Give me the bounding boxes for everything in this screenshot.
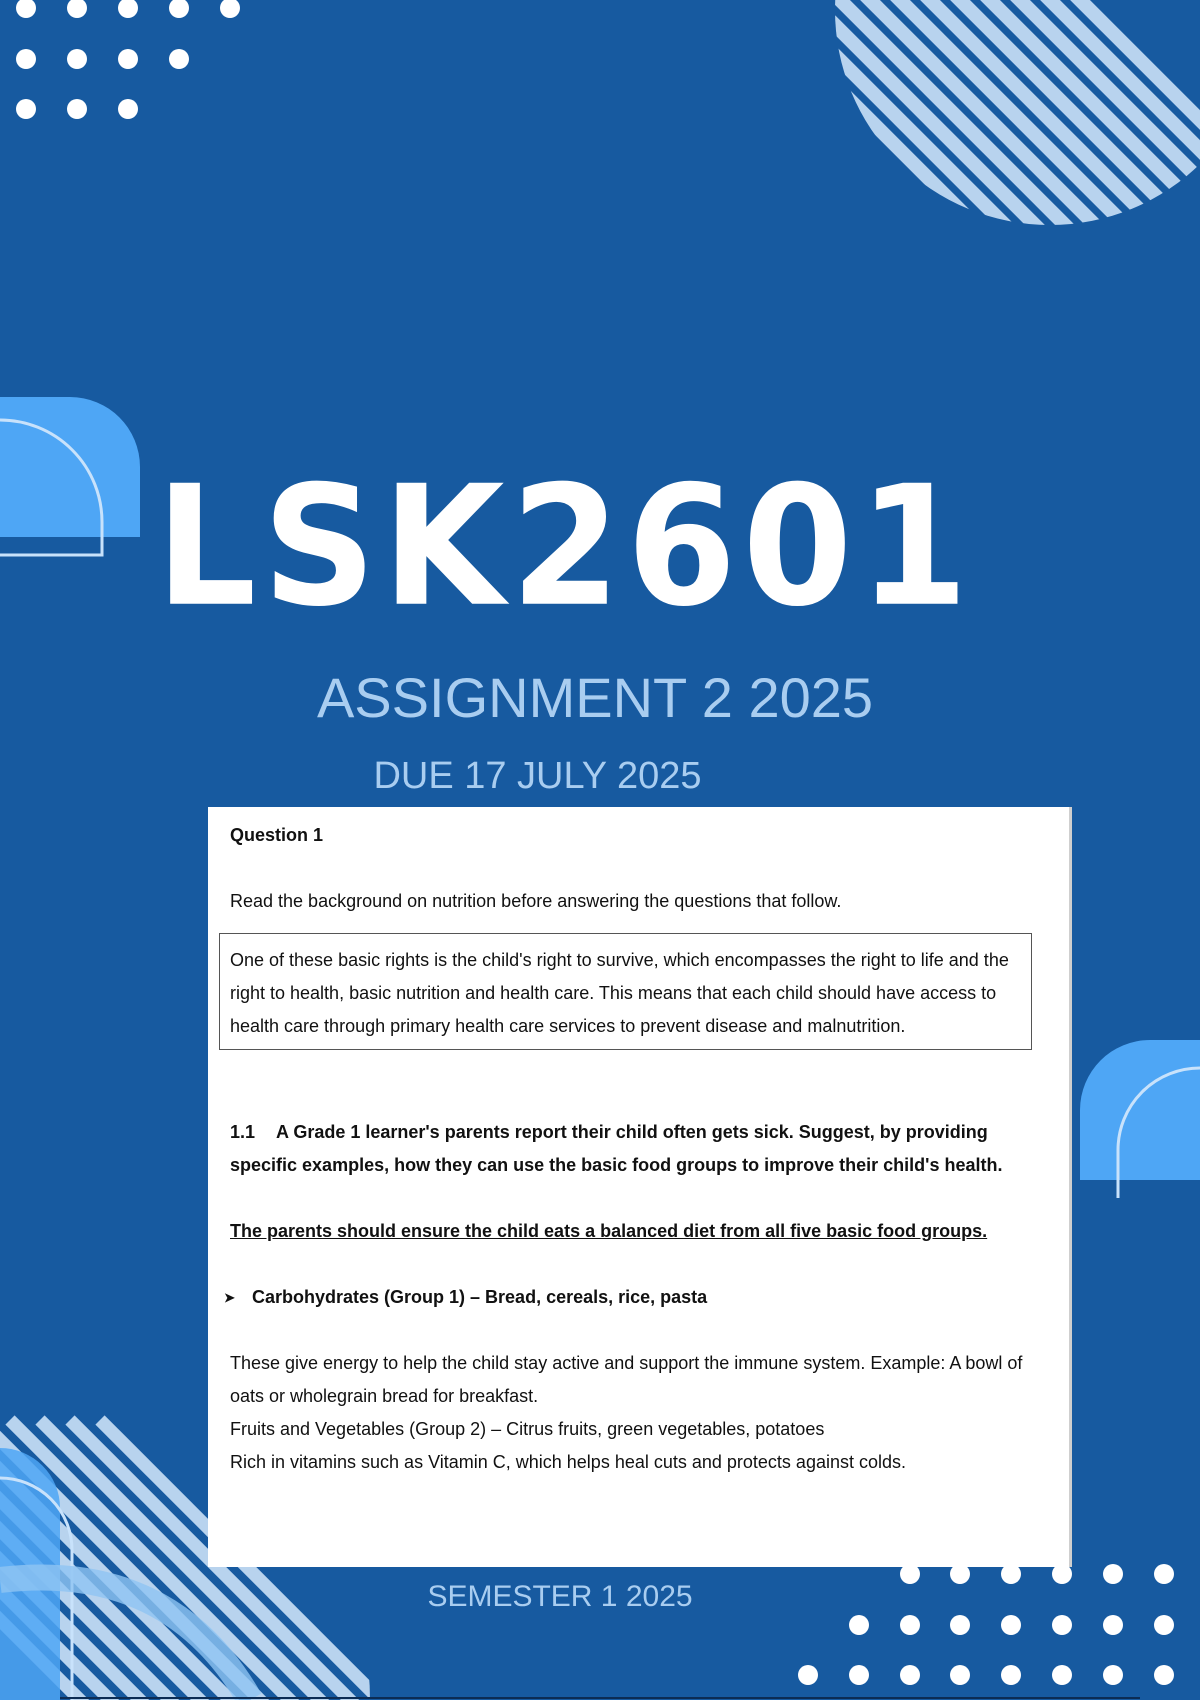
document-content: [224, 819, 1056, 1479]
question-heading: Question 1: [230, 825, 324, 845]
background-passage-box: [219, 933, 1032, 1050]
arrow-bullet-icon: ➤: [224, 1290, 235, 1305]
fruits-vegetables-line: Fruits and Vegetables (Group 2) – Citrus fruits, green vegetables, potatoes: [230, 1419, 825, 1439]
course-code-title: LSK2601: [155, 450, 975, 644]
question-1-1-text: A Grade 1 learner's parents report their child often gets sick. Suggest, by providing specific examples, how they can use the basic food groups to improve their child's health.: [230, 1122, 1003, 1175]
quarter-shape-right: [1080, 1040, 1200, 1198]
question-1-1-number: 1.1: [230, 1122, 256, 1142]
answer-lead: The parents should ensure the child eats a balanced diet from all five basic food groups.: [230, 1221, 988, 1241]
vitamins-line: Rich in vitamins such as Vitamin C, which helps heal cuts and protects against colds.: [230, 1452, 906, 1472]
document-preview: [208, 807, 1072, 1567]
background-passage-text: One of these basic rights is the child's right to survive, which encompasses the right to life and the right to health, basic nutrition and health care. This means that each child should have access to health care through primary health care services to prevent disease and malnutrition.: [230, 950, 1009, 1036]
bullet-carbohydrates-text: Carbohydrates (Group 1) – Bread, cereals, rice, pasta: [252, 1287, 708, 1307]
semester-label: SEMESTER 1 2025: [427, 1580, 693, 1613]
due-date: DUE 17 JULY 2025: [373, 755, 702, 797]
bullet-carbohydrates: [224, 1281, 1056, 1314]
assignment-subtitle: ASSIGNMENT 2 2025: [316, 666, 874, 729]
dot-grid-top-left: [16, 0, 240, 119]
striped-circle-top-right: [570, 0, 1200, 400]
question-1-1: [230, 1116, 1056, 1182]
bottom-divider: [60, 1697, 1140, 1699]
intro-text: Read the background on nutrition before answering the questions that follow.: [230, 891, 842, 911]
carbohydrates-paragraph: These give energy to help the child stay active and support the immune system. Example: A bowl of oats or wholegrain bread for breakfast.: [230, 1353, 1023, 1406]
